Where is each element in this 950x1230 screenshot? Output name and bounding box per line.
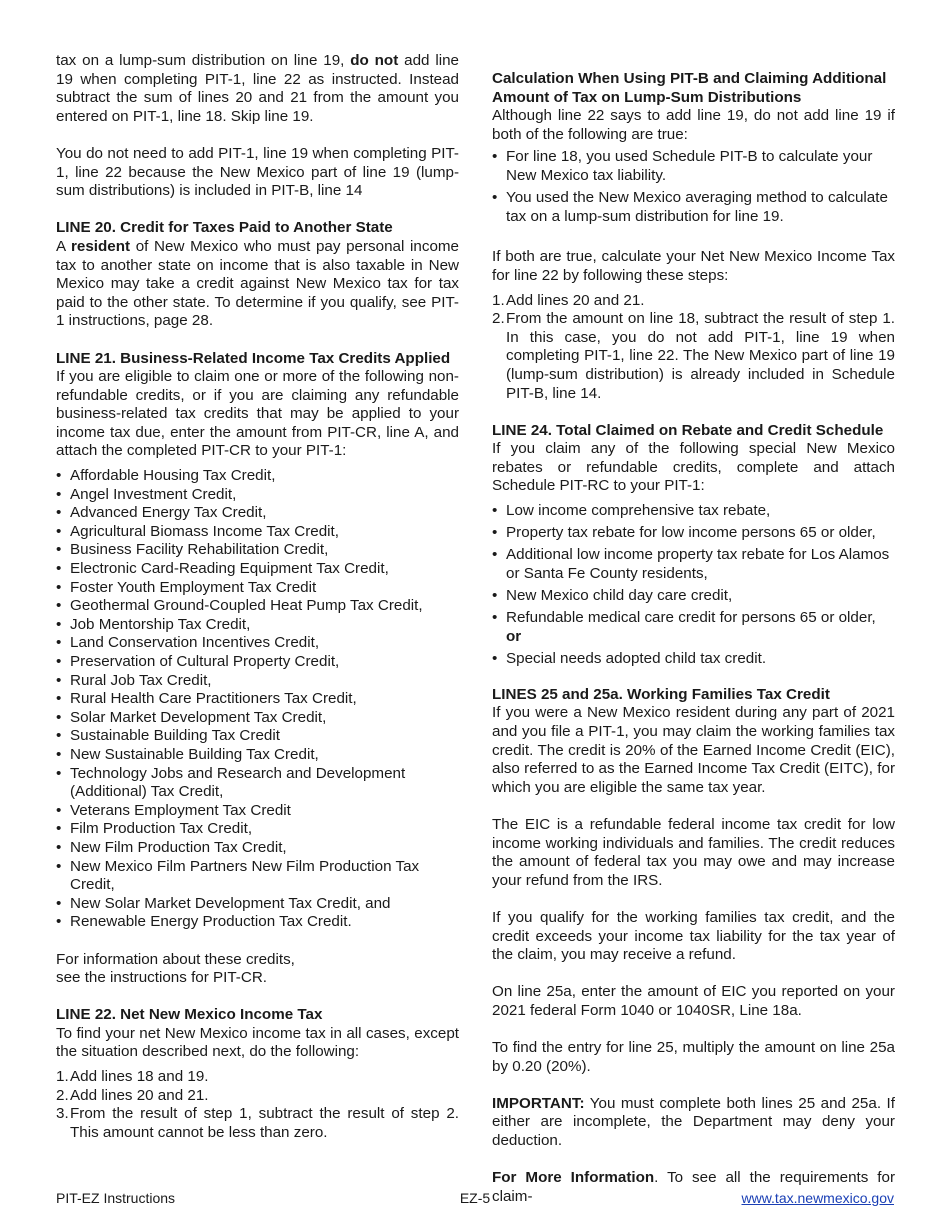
list-item: • Agricultural Biomass Income Tax Credit, [56, 523, 459, 542]
footer-page-number: EZ-5 [459, 1190, 491, 1206]
list-item: • New Mexico child day care credit, [492, 587, 895, 606]
more-info: For More Information. To see all the requirements for claim- [492, 1169, 895, 1205]
list-item: • Technology Jobs and Research and Development (Additional) Tax Credit, [56, 765, 459, 802]
list-item: 2. From the amount on line 18, subtract the result of step 1. In this case, you do not add PIT-1, line 19 when completing PIT-1, line 22. The New Mexico part of line 19 (lump-sum distribution) is already included in Schedule PIT-B, line 14. [492, 310, 895, 402]
line24-bullets [492, 502, 895, 668]
line25-paragraph-5: To find the entry for line 25, multiply the amount on line 25a by 0.20 (20%). [492, 1039, 895, 1075]
list-item: 1. Add lines 20 and 21. [492, 291, 645, 309]
list-item: • For line 18, you used Schedule PIT-B to calculate your New Mexico tax liability. [492, 148, 895, 185]
list-item: • Veterans Employment Tax Credit [56, 802, 459, 821]
line20-heading: LINE 20. Credit for Taxes Paid to Another State [56, 219, 393, 237]
list-item: • Job Mentorship Tax Credit, [56, 616, 459, 635]
calc-text-2: If both are true, calculate your Net New Mexico Income Tax for line 22 by following these steps: [492, 248, 895, 284]
line22-text: To find your net New Mexico income tax in all cases, except the situation described next, do the following: [56, 1024, 459, 1061]
list-item: • Film Production Tax Credit, [56, 820, 459, 839]
list-item: • Additional low income property tax rebate for Los Alamos or Santa Fe County residents, [492, 546, 895, 583]
list-item: • Geothermal Ground-Coupled Heat Pump Tax Credit, [56, 597, 459, 616]
line24-text: If you claim any of the following special New Mexico rebates or refundable credits, complete and attach Schedule PIT-RC to your PIT-1: [492, 440, 895, 495]
list-item: • Solar Market Development Tax Credit, [56, 709, 459, 728]
list-item: • Business Facility Rehabilitation Credit, [56, 541, 459, 560]
line25-paragraph-1: If you were a New Mexico resident during any part of 2021 and you file a PIT-1, you may claim the working families tax credit. The credit is 20% of the Earned Income Credit (EIC), also referred to as the Earned Income Tax Credit (EITC), for which you are eligible the same tax year. [492, 704, 895, 796]
list-item: • Property tax rebate for low income persons 65 or older, [492, 524, 895, 543]
list-item: • Refundable medical care credit for persons 65 or older, or [492, 609, 895, 646]
list-item: • Rural Health Care Practitioners Tax Credit, [56, 690, 459, 709]
list-item: • Advanced Energy Tax Credit, [56, 504, 459, 523]
list-item: • Affordable Housing Tax Credit, [56, 467, 459, 486]
list-item: • Rural Job Tax Credit, [56, 672, 459, 691]
list-item: • Renewable Energy Production Tax Credit. [56, 913, 459, 932]
list-item: • Land Conservation Incentives Credit, [56, 634, 459, 653]
footer-website-link[interactable]: www.tax.newmexico.gov [741, 1190, 894, 1206]
credits-list [56, 467, 459, 932]
line21-text: If you are eligible to claim one or more of the following non-refundable credits, or if you are claiming any refundable business-related tax credits that may be applied to your income tax due, enter the amount from PIT-CR, line A, and attach the completed PIT-CR to your PIT-1: [56, 368, 459, 460]
list-item: • Low income comprehensive tax rebate, [492, 502, 895, 521]
line20-text: A resident of New Mexico who must pay personal income tax to another state on income that is also taxable in New Mexico may take a credit against New Mexico tax for tax paid to the other state. To determine if you qualify, see PIT-1 instructions, page 28. [56, 237, 459, 330]
line24-heading: LINE 24. Total Claimed on Rebate and Credit Schedule [492, 421, 884, 439]
list-item: • Sustainable Building Tax Credit [56, 727, 459, 746]
list-item: • Angel Investment Credit, [56, 486, 459, 505]
list-item: • Preservation of Cultural Property Credit, [56, 653, 459, 672]
line22-steps [56, 1068, 459, 1142]
intro-paragraph-1: tax on a lump-sum distribution on line 19, do not add line 19 when completing PIT-1, line 22 as instructed. Instead subtract the sum of lines 20 and 21 from the amount you entered on PIT-1, line 18. Skip line 19. [56, 52, 459, 125]
line25-paragraph-2: The EIC is a refundable federal income tax credit for low income working individuals and families. The credit reduces the amount of federal tax you may owe and may increase your refund from the IRS. [492, 815, 895, 889]
list-item: 1. Add lines 18 and 19. [56, 1068, 209, 1086]
list-item: • Foster Youth Employment Tax Credit [56, 579, 459, 598]
list-item: • Special needs adopted child tax credit. [492, 650, 895, 669]
line22-heading: LINE 22. Net New Mexico Income Tax [56, 1006, 323, 1024]
line25-heading: LINES 25 and 25a. Working Families Tax Credit [492, 685, 830, 703]
list-item: • New Solar Market Development Tax Credit, and [56, 895, 459, 914]
calc-text: Although line 22 says to add line 19, do not add line 19 if both of the following are true: [492, 107, 895, 143]
line21-heading: LINE 21. Business-Related Income Tax Credits Applied [56, 349, 451, 367]
calc-heading: Calculation When Using PIT-B and Claiming Additional Amount of Tax on Lump-Sum Distributions [492, 70, 887, 106]
list-item: • New Sustainable Building Tax Credit, [56, 746, 459, 765]
line25-paragraph-3: If you qualify for the working families tax credit, and the credit exceeds your income tax liability for the tax year of the claim, you may receive a refund. [492, 908, 895, 964]
credits-info: For information about these credits, see the instructions for PIT-CR. [56, 950, 295, 987]
intro-paragraph-2: You do not need to add PIT-1, line 19 when completing PIT-1, line 22 because the New Mexico part of line 19 (lump-sum distributions) is included in PIT-B, line 14 [56, 144, 459, 200]
list-item: 2. Add lines 20 and 21. [56, 1086, 209, 1104]
calc-steps [492, 292, 895, 404]
footer-doc-title: PIT-EZ Instructions [56, 1190, 176, 1206]
line25-paragraph-4: On line 25a, enter the amount of EIC you reported on your 2021 federal Form 1040 or 1040SR, Line 18a. [492, 983, 895, 1019]
list-item: 3. From the result of step 1, subtract the result of step 2. This amount cannot be less than zero. [56, 1105, 459, 1141]
left-column [56, 52, 459, 1142]
right-column [492, 70, 895, 1206]
list-item: • You used the New Mexico averaging method to calculate tax on a lump-sum distribution for line 19. [492, 189, 895, 226]
list-item: • New Mexico Film Partners New Film Production Tax Credit, [56, 858, 459, 895]
list-item: • New Film Production Tax Credit, [56, 839, 459, 858]
important-note: IMPORTANT: You must complete both lines 25 and 25a. If either are incomplete, the Department may deny your deduction. [492, 1094, 895, 1150]
list-item: • Electronic Card-Reading Equipment Tax Credit, [56, 560, 459, 579]
calc-bullets [492, 148, 895, 226]
